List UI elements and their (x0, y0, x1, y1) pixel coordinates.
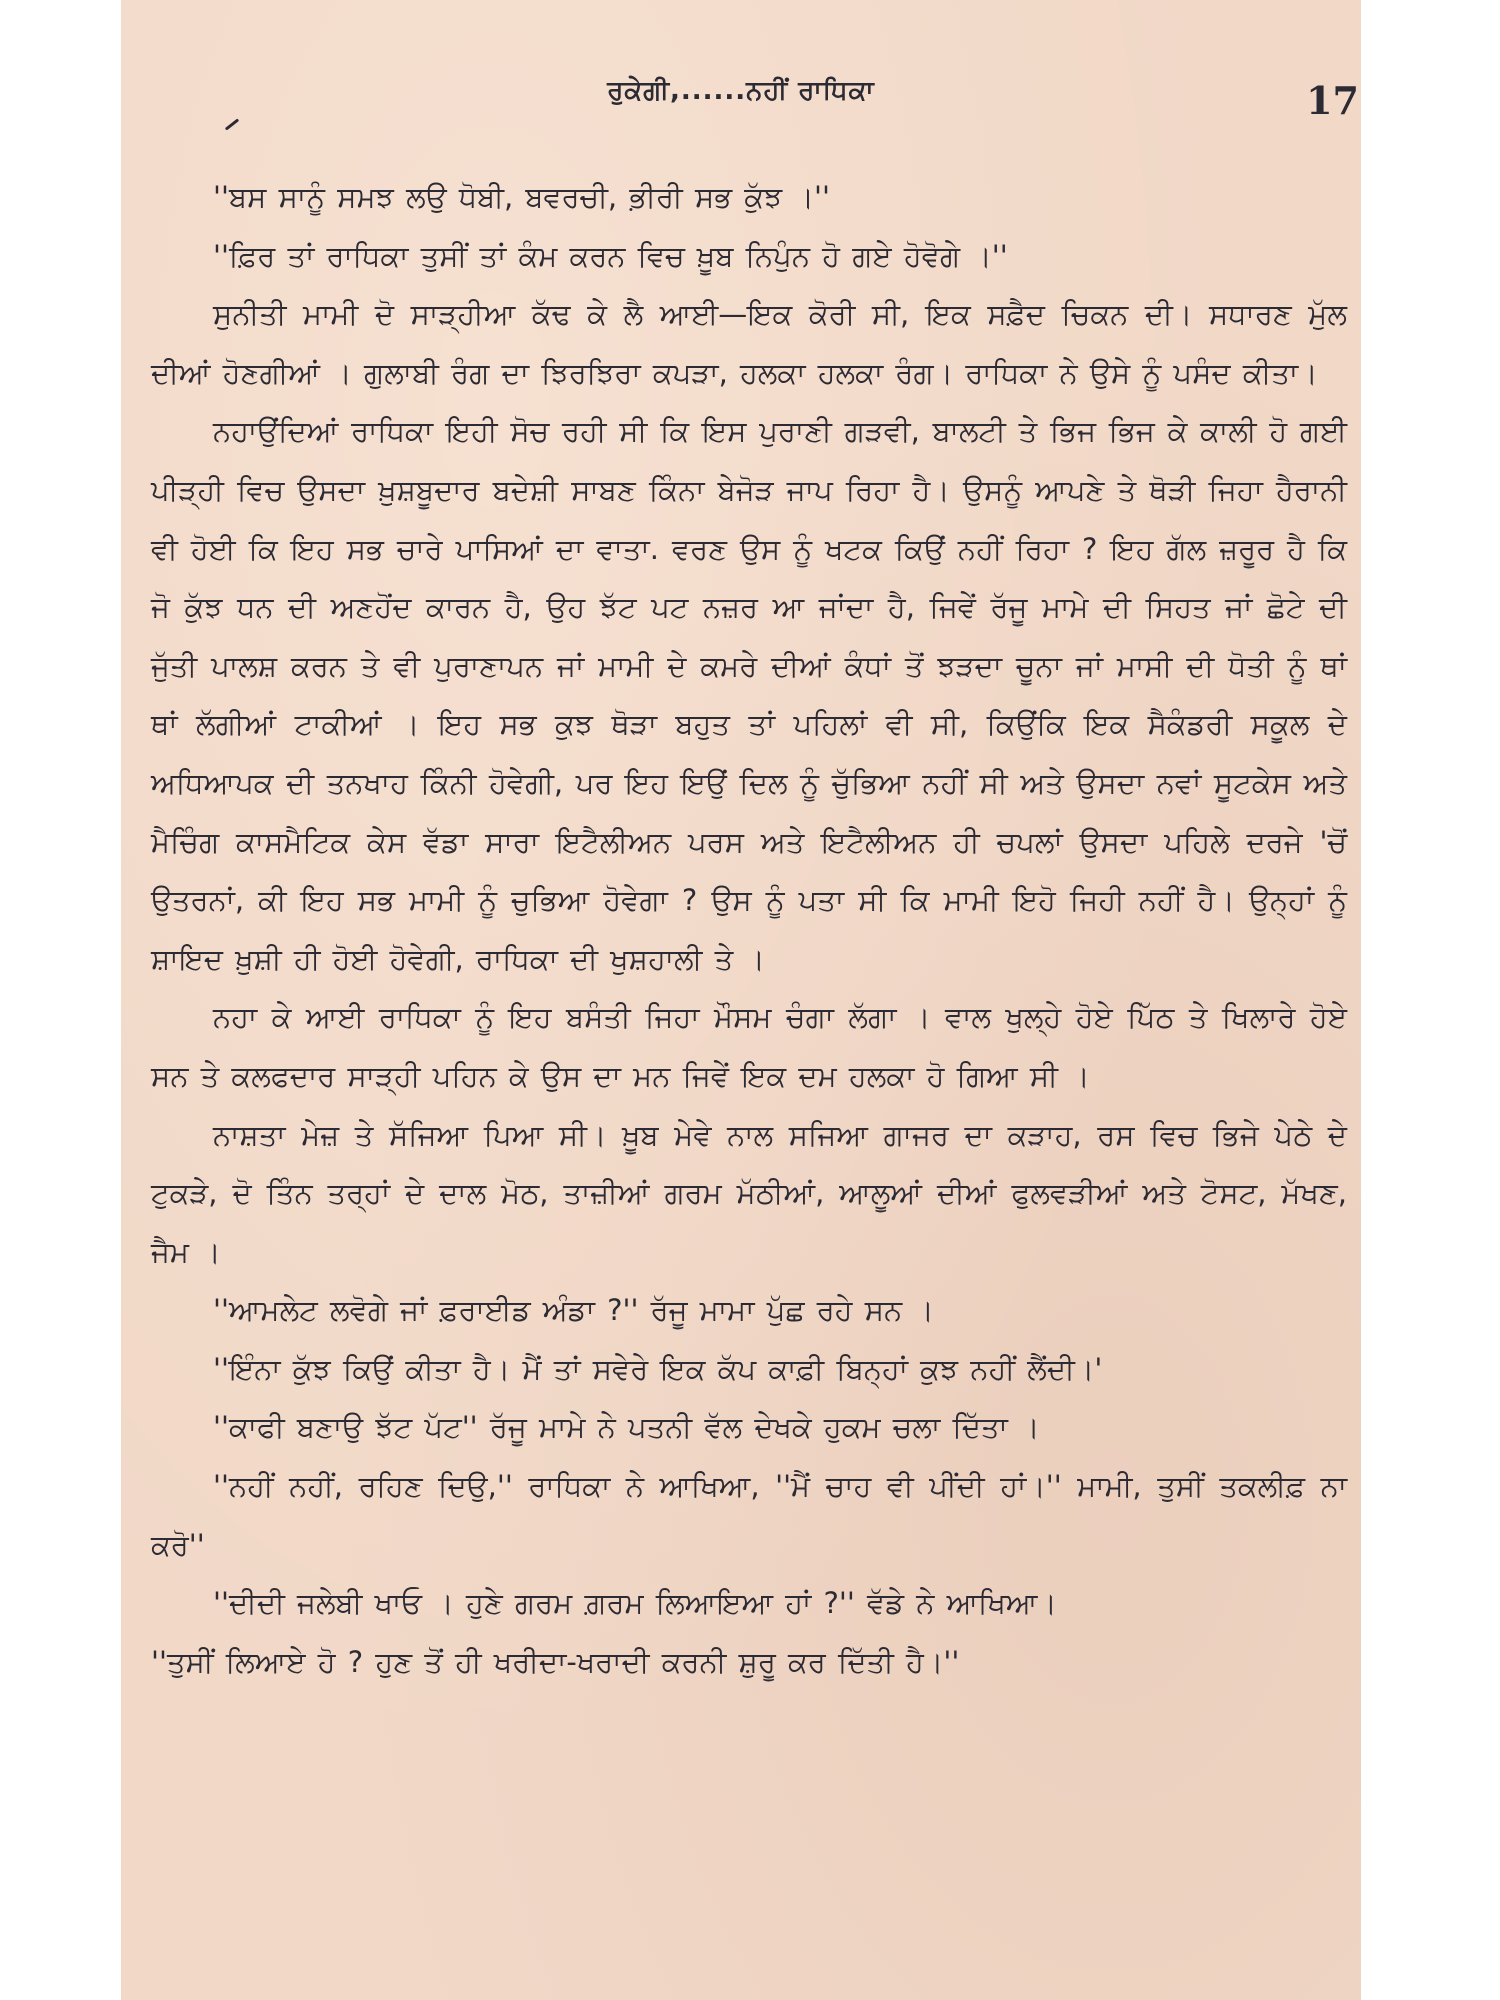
page-number: 17 (1306, 78, 1359, 123)
paragraph: ਨਾਸ਼ਤਾ ਮੇਜ਼ ਤੇ ਸੱਜਿਆ ਪਿਆ ਸੀ। ਖ਼ੂਬ ਮੇਵੇ ਨਾਲ ਸਜਿਆ ਗਾਜਰ ਦਾ ਕੜਾਹ, ਰਸ ਵਿਚ ਭਿਜੇ ਪੇਠੇ ਦੇ ਟੁਕੜੇ, ਦੋ ਤਿੰਨ ਤਰ੍ਹਾਂ ਦੇ ਦਾਲ ਮੋਠ, ਤਾਜ਼ੀਆਂ ਗਰਮ ਮੱਠੀਆਂ, ਆਲੂਆਂ ਦੀਆਂ ਫੁਲਵੜੀਆਂ ਅਤੇ ਟੋਸਟ, ਮੱਖਣ, ਜੈਮ । (151, 1117, 1347, 1269)
paragraph: ਸੁਨੀਤੀ ਮਾਮੀ ਦੋ ਸਾੜ੍ਹੀਆ ਕੱਢ ਕੇ ਲੈ ਆਈ—ਇਕ ਕੋਰੀ ਸੀ, ਇਕ ਸਫ਼ੈਦ ਚਿਕਨ ਦੀ। ਸਧਾਰਣ ਮੁੱਲ ਦੀਆਂ ਹੋਣਗੀਆਂ । ਗੁਲਾਬੀ ਰੰਗ ਦਾ ਝਿਰਝਿਰਾ ਕਪੜਾ, ਹਲਕਾ ਹਲਕਾ ਰੰਗ। ਰਾਧਿਕਾ ਨੇ ਉਸੇ ਨੂੰ ਪਸੰਦ ਕੀਤਾ। (151, 297, 1347, 390)
paragraph: ''ਕਾਫੀ ਬਣਾਉ ਝੱਟ ਪੱਟ'' ਰੱਜੂ ਮਾਮੇ ਨੇ ਪਤਨੀ ਵੱਲ ਦੇਖਕੇ ਹੁਕਮ ਚਲਾ ਦਿੱਤਾ । (213, 1410, 1040, 1445)
paragraph: ਨਹਾਉਂਦਿਆਂ ਰਾਧਿਕਾ ਇਹੀ ਸੋਚ ਰਹੀ ਸੀ ਕਿ ਇਸ ਪੁਰਾਣੀ ਗੜਵੀ, ਬਾਲਟੀ ਤੇ ਭਿਜ ਭਿਜ ਕੇ ਕਾਲੀ ਹੋ ਗਈ ਪੀੜ੍ਹੀ ਵਿਚ ਉਸਦਾ ਖ਼ੁਸ਼ਬੂਦਾਰ ਬਦੇਸ਼ੀ ਸਾਬਣ ਕਿੰਨਾ ਬੇਜੋੜ ਜਾਪ ਰਿਹਾ ਹੈ। ਉਸਨੂੰ ਆਪਣੇ ਤੇ ਥੋੜੀ ਜਿਹਾ ਹੈਰਾਨੀ ਵੀ ਹੋਈ ਕਿ ਇਹ ਸਭ ਚਾਰੇ ਪਾਸਿਆਂ ਦਾ ਵਾਤਾ. ਵਰਣ ਉਸ ਨੂੰ ਖਟਕ ਕਿਉਂ ਨਹੀਂ ਰਿਹਾ ? ਇਹ ਗੱਲ ਜ਼ਰੂਰ ਹੈ ਕਿ ਜੋ ਕੁੱਝ ਧਨ ਦੀ ਅਣਹੋਂਦ ਕਾਰਨ ਹੈ, ਉਹ ਝੱਟ ਪਟ ਨਜ਼ਰ ਆ ਜਾਂਦਾ ਹੈ, ਜਿਵੇਂ ਰੱਜੂ ਮਾਮੇ ਦੀ ਸਿਹਤ ਜਾਂ ਛੋਟੇ ਦੀ ਜੁੱਤੀ ਪਾਲਸ਼ ਕਰਨ ਤੇ ਵੀ ਪੁਰਾਣਾਪਨ ਜਾਂ ਮਾਮੀ ਦੇ ਕਮਰੇ ਦੀਆਂ ਕੰਧਾਂ ਤੋਂ ਝੜਦਾ ਚੂਨਾ ਜਾਂ ਮਾਸੀ ਦੀ ਧੋਤੀ ਨੂੰ ਥਾਂ ਥਾਂ ਲੱਗੀਆਂ ਟਾਕੀਆਂ । ਇਹ ਸਭ ਕੁਝ ਥੋੜਾ ਬਹੁਤ ਤਾਂ ਪਹਿਲਾਂ ਵੀ ਸੀ, ਕਿਉਂਕਿ ਇਕ ਸੈਕੰਡਰੀ ਸਕੂਲ ਦੇ ਅਧਿਆਪਕ ਦੀ ਤਨਖਾਹ ਕਿੰਨੀ ਹੋਵੇਗੀ, ਪਰ ਇਹ ਇਉਂ ਦਿਲ ਨੂੰ ਚੁੱਭਿਆ ਨਹੀਂ ਸੀ ਅਤੇ ਉਸਦਾ ਨਵਾਂ ਸੂਟਕੇਸ ਅਤੇ ਮੈਚਿੰਗ ਕਾਸਮੈਟਿਕ ਕੇਸ ਵੱਡਾ ਸਾਰਾ ਇਟੈਲੀਅਨ ਪਰਸ ਅਤੇ ਇਟੈਲੀਅਨ ਹੀ ਚਪਲਾਂ ਉਸਦਾ ਪਹਿਲੇ ਦਰਜੇ 'ਚੋਂ ਉਤਰਨਾਂ, ਕੀ ਇਹ ਸਭ ਮਾਮੀ ਨੂੰ ਚੁਭਿਆ ਹੋਵੇਗਾ ? ਉਸ ਨੂੰ ਪਤਾ ਸੀ ਕਿ ਮਾਮੀ ਇਹੋ ਜਿਹੀ ਨਹੀਂ ਹੈ। ਉਨ੍ਹਾਂ ਨੂੰ ਸ਼ਾਇਦ ਖ਼ੁਸ਼ੀ ਹੀ ਹੋਈ ਹੋਵੇਗੀ, ਰਾਧਿਕਾ ਦੀ ਖੁਸ਼ਹਾਲੀ ਤੇ । (151, 414, 1347, 976)
running-title: ਰੁਕੇਗੀ,......ਨਹੀਂ ਰਾਧਿਕਾ (607, 76, 875, 106)
paragraph: ''ਤੁਸੀਂ ਲਿਆਏ ਹੋ ? ਹੁਣ ਤੋਂ ਹੀ ਖਰੀਦਾ-ਖਰਾਦੀ ਕਰਨੀ ਸ਼ੁਰੂ ਕਰ ਦਿੱਤੀ ਹੈ।'' (151, 1644, 960, 1679)
body-text (151, 168, 1347, 1691)
paragraph: ''ਫ਼ਿਰ ਤਾਂ ਰਾਧਿਕਾ ਤੁਸੀਂ ਤਾਂ ਕੰਮ ਕਰਨ ਵਿਚ ਖ਼ੂਬ ਨਿਪੁੰਨ ਹੋ ਗਏ ਹੋਵੋਗੇ ।'' (213, 238, 1008, 273)
paragraph: ''ਇੰਨਾ ਕੁੱਝ ਕਿਉਂ ਕੀਤਾ ਹੈ। ਮੈਂ ਤਾਂ ਸਵੇਰੇ ਇਕ ਕੱਪ ਕਾਫ਼ੀ ਬਿਨ੍ਹਾਂ ਕੁਝ ਨਹੀਂ ਲੈਂਦੀ।' (213, 1351, 1103, 1386)
paragraph: ''ਬਸ ਸਾਨੂੰ ਸਮਝ ਲਉ ਧੋਬੀ, ਬਵਰਚੀ, ਭ਼ੀਰੀ ਸਭ ਕੁੱਝ ।'' (213, 180, 830, 214)
pen-mark (225, 118, 239, 130)
paragraph: ਨਹਾ ਕੇ ਆਈ ਰਾਧਿਕਾ ਨੂੰ ਇਹ ਬਸੰਤੀ ਜਿਹਾ ਮੌਸਮ ਚੰਗਾ ਲੱਗਾ । ਵਾਲ ਖੁਲ੍ਹੇ ਹੋਏ ਪਿੱਠ ਤੇ ਖਿਲਾਰੇ ਹੋਏ ਸਨ ਤੇ ਕਲਫਦਾਰ ਸਾੜ੍ਹੀ ਪਹਿਨ ਕੇ ਉਸ ਦਾ ਮਨ ਜਿਵੇਂ ਇਕ ਦਮ ਹਲਕਾ ਹੋ ਗਿਆ ਸੀ । (151, 1000, 1347, 1093)
paragraph: ''ਦੀਦੀ ਜਲੇਬੀ ਖਾਓ । ਹੁਣੇ ਗਰਮ ਗ਼ਰਮ ਲਿਆਇਆ ਹਾਂ ?'' ਵੱਡੇ ਨੇ ਆਖਿਆ। (213, 1586, 1057, 1621)
paragraph: ''ਨਹੀਂ ਨਹੀਂ, ਰਹਿਣ ਦਿਉ,'' ਰਾਧਿਕਾ ਨੇ ਆਖਿਆ, ''ਮੈਂ ਚਾਹ ਵੀ ਪੀਂਦੀ ਹਾਂ।'' ਮਾਮੀ, ਤੁਸੀਂ ਤਕਲੀਫ਼ ਨਾ ਕਰੋ'' (151, 1469, 1347, 1562)
book-page (121, 0, 1361, 2000)
paragraph: ''ਆਮਲੇਟ ਲਵੋਗੇ ਜਾਂ ਫ਼ਰਾਈਡ ਅੰਡਾ ?'' ਰੱਜੂ ਮਾਮਾ ਪੁੱਛ ਰਹੇ ਸਨ । (213, 1293, 934, 1328)
